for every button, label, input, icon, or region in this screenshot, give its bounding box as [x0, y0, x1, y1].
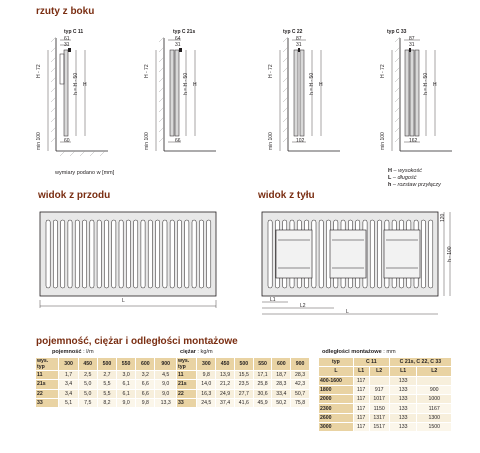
mounting-table	[318, 357, 452, 432]
back-view-drawing	[258, 206, 458, 316]
radiator-rib	[97, 220, 101, 288]
table-row: 21s 3,4 5,0 5,5 6,1 6,6 9,0	[36, 380, 177, 389]
dim-c21s-side: 31	[175, 42, 181, 48]
table-row: 400-1600 117 133	[319, 376, 452, 385]
legend-height: H – wysokość	[388, 168, 422, 174]
back-view-120-label: 120	[440, 213, 446, 222]
weight-height-col: 550	[253, 358, 272, 371]
capacity-height-col: 900	[155, 358, 177, 371]
mounting-header-typ: typ	[319, 358, 354, 367]
type-label-c11: typ C 11	[64, 29, 84, 35]
dim-h-c21s: H	[193, 82, 197, 88]
side-view-c21s	[148, 36, 218, 166]
table-row: 2600 117 1317 133 1300	[319, 413, 452, 422]
radiator-rib	[192, 220, 196, 288]
dim-h-c11: H	[83, 82, 87, 88]
radiator-rib	[75, 220, 79, 288]
capacity-caption: pojemność : l/m	[52, 349, 94, 355]
dim-c11-bottom: 60	[64, 138, 70, 144]
dim-h72-c11: H - 72	[36, 64, 42, 78]
type-label-c33: typ C 33	[387, 29, 407, 35]
radiator-rib	[170, 220, 174, 288]
side-views-heading: rzuty z boku	[36, 6, 95, 17]
radiator-rib	[68, 220, 72, 288]
radiator-rib	[163, 220, 167, 288]
table-row: 1800 117 917 133 900	[319, 385, 452, 394]
dim-c33-side: 31	[409, 42, 415, 48]
dim-hb50-c11: h = H - 50	[73, 72, 79, 95]
mounting-header-l: L	[319, 367, 354, 376]
dim-c33-top: 87	[409, 36, 415, 42]
radiator-rib	[126, 220, 130, 288]
radiator-rib	[141, 220, 145, 288]
dim-h72-c21s: H - 72	[144, 64, 150, 78]
radiator-rib	[156, 220, 160, 288]
capacity-table	[35, 357, 177, 408]
radiator-rib	[185, 220, 189, 288]
dim-c22-top: 87	[296, 36, 302, 42]
capacity-header-label: wys. typ	[36, 358, 59, 371]
table-row: 22 16,3 24,9 27,7 30,6 33,4 50,7	[177, 389, 310, 398]
side-view-c11	[40, 36, 110, 166]
side-view-c22	[272, 36, 342, 166]
radiator-rib	[53, 220, 57, 288]
type-label-c21s: typ C 21s	[173, 29, 196, 35]
radiator-rib	[148, 220, 152, 288]
radiator-rib	[46, 220, 50, 288]
front-view-drawing	[36, 206, 226, 311]
table-row: 2000 117 1017 133 1000	[319, 395, 452, 404]
dim-h-c22: H	[319, 82, 323, 88]
dim-h72-c33: H - 72	[380, 64, 386, 78]
specs-heading: pojemność, ciężar i odległości montażowe	[36, 336, 238, 347]
dim-hb50-c33: h = H - 50	[423, 72, 429, 95]
front-view-heading: widok z przodu	[38, 190, 111, 201]
dim-c21s-bottom: 66	[175, 138, 181, 144]
dim-hb50-c22: h = H - 50	[309, 72, 315, 95]
capacity-height-col: 550	[117, 358, 136, 371]
weight-height-col: 500	[234, 358, 253, 371]
weight-header-label: wys. typ	[177, 358, 197, 371]
table-row: 33 5,1 7,5 8,2 9,0 9,8 13,3	[36, 398, 177, 407]
back-view-heading: widok z tyłu	[258, 190, 315, 201]
radiator-rib	[312, 220, 316, 288]
back-view-l2-label: L2	[300, 303, 306, 309]
units-note: wymiary podano w [mm]	[55, 170, 115, 176]
dim-min100-c21s: min 100	[144, 132, 150, 150]
radiator-rib	[61, 220, 65, 288]
dim-c11-top: 61	[64, 36, 70, 42]
radiator-rib	[319, 220, 323, 288]
dim-c11-side: 31	[64, 42, 70, 48]
legend-length: L – długość	[388, 175, 417, 181]
back-view-h100-label: h - 100	[447, 246, 453, 262]
mounting-header-c11: C 11	[353, 358, 389, 367]
back-view-length-label: L	[346, 309, 349, 315]
table-row: 3000 117 1517 133 1500	[319, 423, 452, 432]
type-label-c22: typ C 22	[283, 29, 303, 35]
weight-height-col: 450	[216, 358, 235, 371]
capacity-height-col: 450	[78, 358, 97, 371]
weight-table	[176, 357, 310, 408]
dim-c22-bottom: 102	[296, 138, 305, 144]
radiator-rib	[90, 220, 94, 288]
radiator-rib	[370, 220, 374, 288]
mounting-header-l1: L1	[389, 367, 417, 376]
back-view-l1-label: L1	[270, 297, 276, 303]
radiator-rib	[83, 220, 87, 288]
capacity-height-col: 500	[97, 358, 116, 371]
legend-spacing: h – rozstaw przyłączy	[388, 182, 441, 188]
dim-h-c33: H	[433, 82, 437, 88]
weight-caption: ciężar : kg/m	[180, 349, 213, 355]
radiator-rib	[119, 220, 123, 288]
dim-c33-bottom: 162	[409, 138, 418, 144]
table-row: 21s 14,0 21,2 23,5 25,8 28,3 42,3	[177, 380, 310, 389]
radiator-rib	[268, 220, 272, 288]
dim-h72-c22: H - 72	[268, 64, 274, 78]
dim-c22-side: 31	[296, 42, 302, 48]
mounting-header-l2: L2	[417, 367, 452, 376]
radiator-rib	[104, 220, 108, 288]
table-row: 11 9,8 13,9 15,5 17,1 18,7 28,3	[177, 371, 310, 380]
table-row: 2300 117 1150 133 1167	[319, 404, 452, 413]
dim-min100-c11: min 100	[36, 132, 42, 150]
radiator-rib	[207, 220, 211, 288]
radiator-rib	[429, 220, 433, 288]
mounting-caption: odległości montażowe : mm	[322, 349, 396, 355]
mounting-header-l2: L2	[369, 367, 389, 376]
mounting-header-l1: L1	[353, 367, 369, 376]
radiator-rib	[112, 220, 116, 288]
weight-height-col: 300	[197, 358, 216, 371]
table-row: 22 3,4 5,0 5,5 6,1 6,6 9,0	[36, 389, 177, 398]
mounting-header-cx: C 21s, C 22, C 33	[389, 358, 451, 367]
side-view-c33	[384, 36, 454, 166]
dim-c21s-top: 64	[175, 36, 181, 42]
capacity-height-col: 600	[136, 358, 155, 371]
capacity-height-col: 300	[59, 358, 78, 371]
dim-min100-c33: min 100	[380, 132, 386, 150]
weight-height-col: 600	[272, 358, 291, 371]
radiator-rib	[134, 220, 138, 288]
dim-hb50-c21s: h = H - 50	[183, 72, 189, 95]
dim-min100-c22: min 100	[268, 132, 274, 150]
front-view-length-label: L	[122, 298, 125, 304]
radiator-rib	[378, 220, 382, 288]
table-row: 11 1,7 2,5 2,7 3,0 3,2 4,5	[36, 371, 177, 380]
radiator-rib	[199, 220, 203, 288]
weight-height-col: 900	[291, 358, 310, 371]
radiator-rib	[177, 220, 181, 288]
radiator-rib	[421, 220, 425, 288]
table-row: 33 24,5 37,4 41,6 45,9 50,2 75,8	[177, 398, 310, 407]
